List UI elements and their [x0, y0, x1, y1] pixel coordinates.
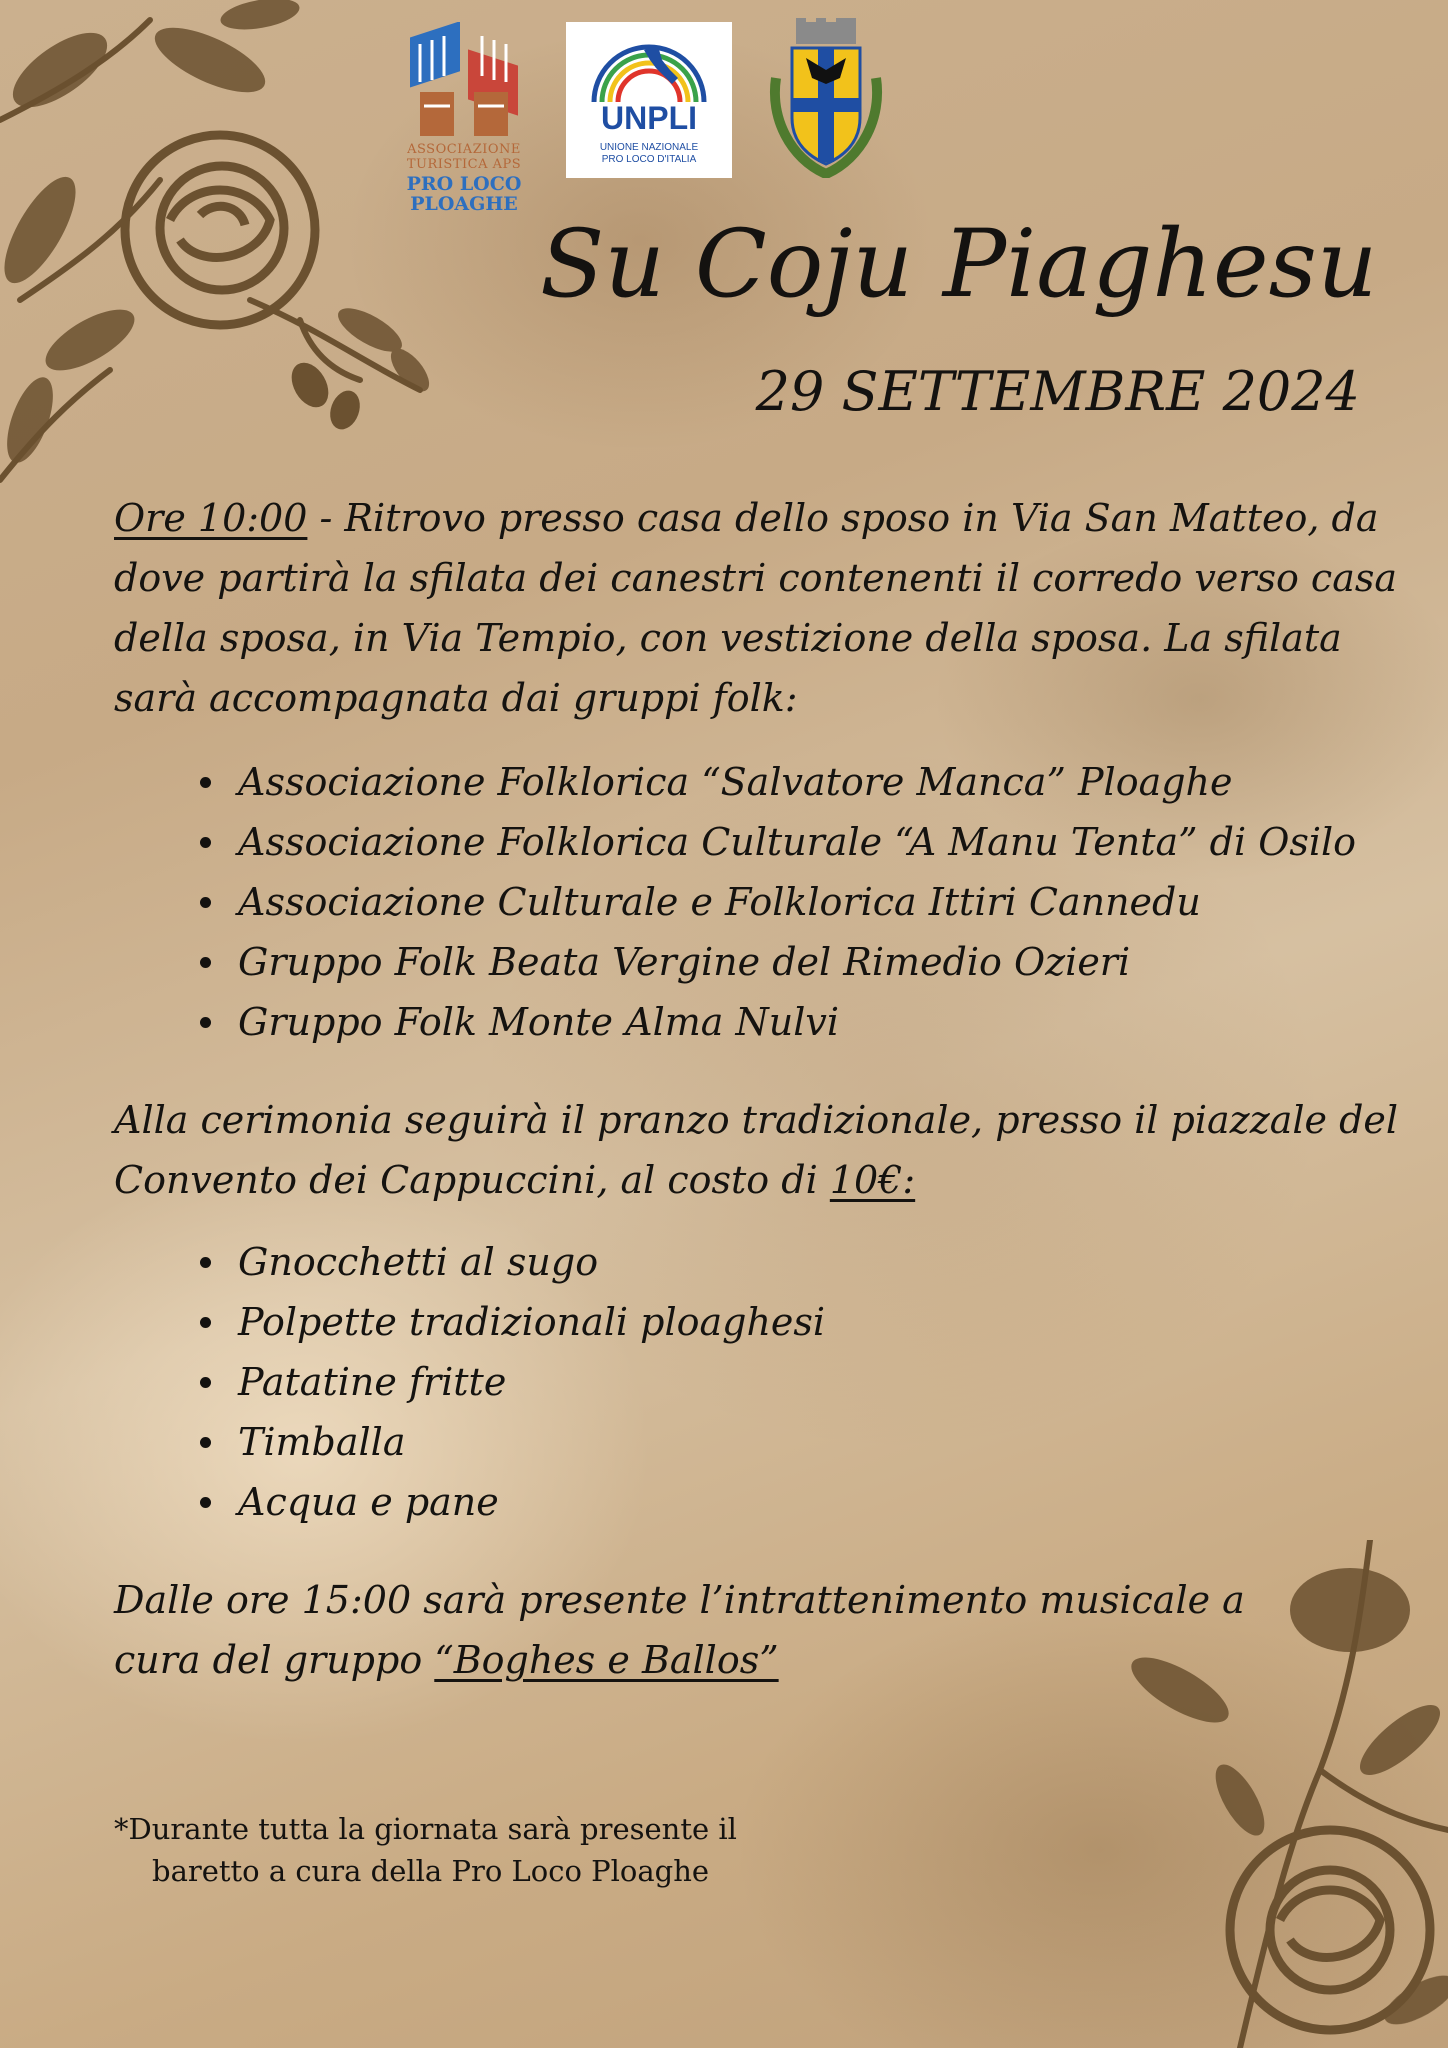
proloco-line3: PRO LOCO: [406, 173, 522, 195]
unpli-sub2: PRO LOCO D'ITALIA: [601, 154, 697, 165]
intro-text: - Ritrovo presso casa dello sposo in Via San Matteo, da dove partirà la sfilata dei canestri contenenti il corredo verso casa della sposa, in Via Tempio, con vestizione della sposa. La sfilata sarà accompagnata dai gruppi folk:: [114, 496, 1398, 720]
list-item: Patatine fritte: [238, 1352, 1418, 1412]
footnote-line1: *Durante tutta la giornata sarà presente il: [114, 1812, 737, 1846]
folk-groups-list: [238, 752, 1418, 1052]
list-item: Associazione Folklorica Culturale “A Manu Tenta” di Osilo: [238, 812, 1418, 872]
municipal-coat-of-arms-icon: [760, 18, 892, 178]
list-item: Timballa: [238, 1412, 1418, 1472]
lunch-price: 10€:: [829, 1158, 916, 1202]
list-item: Associazione Folklorica “Salvatore Manca” Ploaghe: [238, 752, 1418, 812]
list-item: Polpette tradizionali ploaghesi: [238, 1292, 1418, 1352]
proloco-line1: ASSOCIAZIONE: [407, 142, 521, 157]
proloco-logo: [396, 22, 532, 222]
menu-list: [238, 1232, 1418, 1532]
music-paragraph: [114, 1570, 1274, 1690]
intro-paragraph: [114, 488, 1414, 728]
unpli-name: UNPLI: [601, 100, 697, 136]
footnote-line2: baretto a cura della Pro Loco Ploaghe: [152, 1854, 710, 1888]
proloco-emblem-icon: [396, 22, 532, 140]
proloco-line4: PLOAGHE: [410, 193, 518, 215]
unpli-logo: [566, 22, 732, 178]
footnote: [114, 1808, 874, 1892]
intro-time: Ore 10:00: [114, 496, 308, 540]
list-item: Gruppo Folk Beata Vergine del Rimedio Ozieri: [238, 932, 1418, 992]
proloco-line2: TURISTICA APS: [406, 157, 522, 172]
lunch-paragraph: [114, 1090, 1414, 1210]
lunch-text: Alla cerimonia seguirà il pranzo tradizionale, presso il piazzale del Convento dei Cappuccini, al costo di: [114, 1098, 1399, 1202]
music-text: Dalle ore 15:00 sarà presente l’intrattenimento musicale a cura del gruppo: [114, 1578, 1245, 1682]
list-item: Gnocchetti al sugo: [238, 1232, 1418, 1292]
music-group: “Boghes e Ballos”: [434, 1638, 779, 1682]
list-item: Associazione Culturale e Folklorica Ittiri Cannedu: [238, 872, 1418, 932]
event-date: 29 SETTEMBRE 2024: [755, 360, 1360, 423]
list-item: Gruppo Folk Monte Alma Nulvi: [238, 992, 1418, 1052]
list-item: Acqua e pane: [238, 1472, 1418, 1532]
unpli-sub1: UNIONE NAZIONALE: [599, 142, 699, 153]
event-title: Su Coju Piaghesu: [540, 210, 1378, 319]
italy-rainbow-icon: [566, 26, 732, 106]
